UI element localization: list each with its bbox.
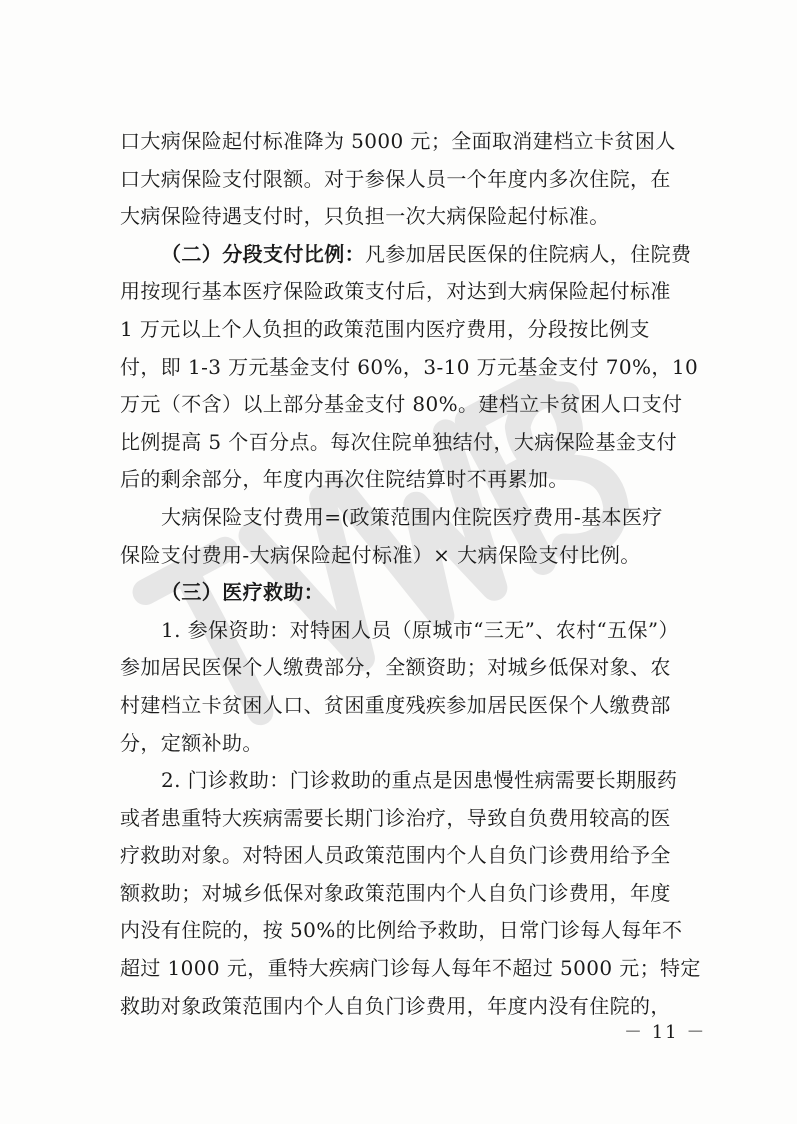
text-line: 疗救助对象。对特困人员政策范围内个人自负门诊费用给予全 [120,843,671,868]
text-line: 万元（不含）以上部分基金支付 80%。建档立卡贫困人口支付 [120,392,683,417]
text-line: 大病保险待遇支付时，只负担一次大病保险起付标准。 [120,204,610,229]
paragraph-2-start [120,236,695,274]
text-line: 分，定额补助。 [120,730,263,755]
text-line: 付，即 1-3 万元基金支付 60%，3-10 万元基金支付 70%，10 [120,354,699,379]
formula-line: 保险支付费用-大病保险起付标准）× 大病保险支付比例。 [120,542,641,567]
text-line: 后的剩余部分，年度内再次住院结算时不再累加。 [120,467,569,492]
text-line: 1. 参保资助：对特困人员（原城市“三无”、农村“五保”） [161,617,679,642]
text-line: 或者患重特大疾病需要长期门诊治疗，导致自负费用较高的医 [120,805,671,830]
text-line: 凡参加居民医保的住院病人，住院费 [365,241,692,266]
text-line: 额救助；对城乡低保对象政策范围内个人自负门诊费用，年度 [120,880,671,905]
text-line: 口大病保险起付标准降为 5000 元；全面取消建档立卡贫困人 [120,129,676,153]
text-line: 村建档立卡贫困人口、贫困重度残疾参加居民医保个人缴费部 [120,692,671,717]
section-heading: （二）分段支付比例： [161,241,365,266]
text-line: 口大病保险支付限额。对于参保人员一个年度内多次住院，在 [120,166,671,191]
text-line: 救助对象政策范围内个人自负门诊费用，年度内没有住院的， [120,993,671,1018]
text-line: 2. 门诊救助：门诊救助的重点是因患慢性病需要长期服药 [161,768,678,793]
formula-line: 大病保险支付费用=(政策范围内住院医疗费用-基本医疗 [161,504,663,529]
section-heading: （三）医疗救助： [161,580,325,605]
text-line: 超过 1000 元，重特大疾病门诊每人每年不超过 5000 元；特定 [120,956,701,981]
page-number: － 11 － [624,1022,707,1043]
text-line: 1 万元以上个人负担的政策范围内医疗费用，分段按比例支 [120,316,650,341]
text-line: 比例提高 5 个百分点。每次住院单独结付，大病保险基金支付 [120,429,678,454]
text-line: 参加居民医保个人缴费部分，全额资助；对城乡低保对象、农 [120,655,671,680]
text-line: 用按现行基本医疗保险政策支付后，对达到大病保险起付标准 [120,279,671,304]
body-text [120,123,701,1025]
text-line: 内没有住院的，按 50%的比例给予救助，日常门诊每人每年不 [120,918,683,943]
